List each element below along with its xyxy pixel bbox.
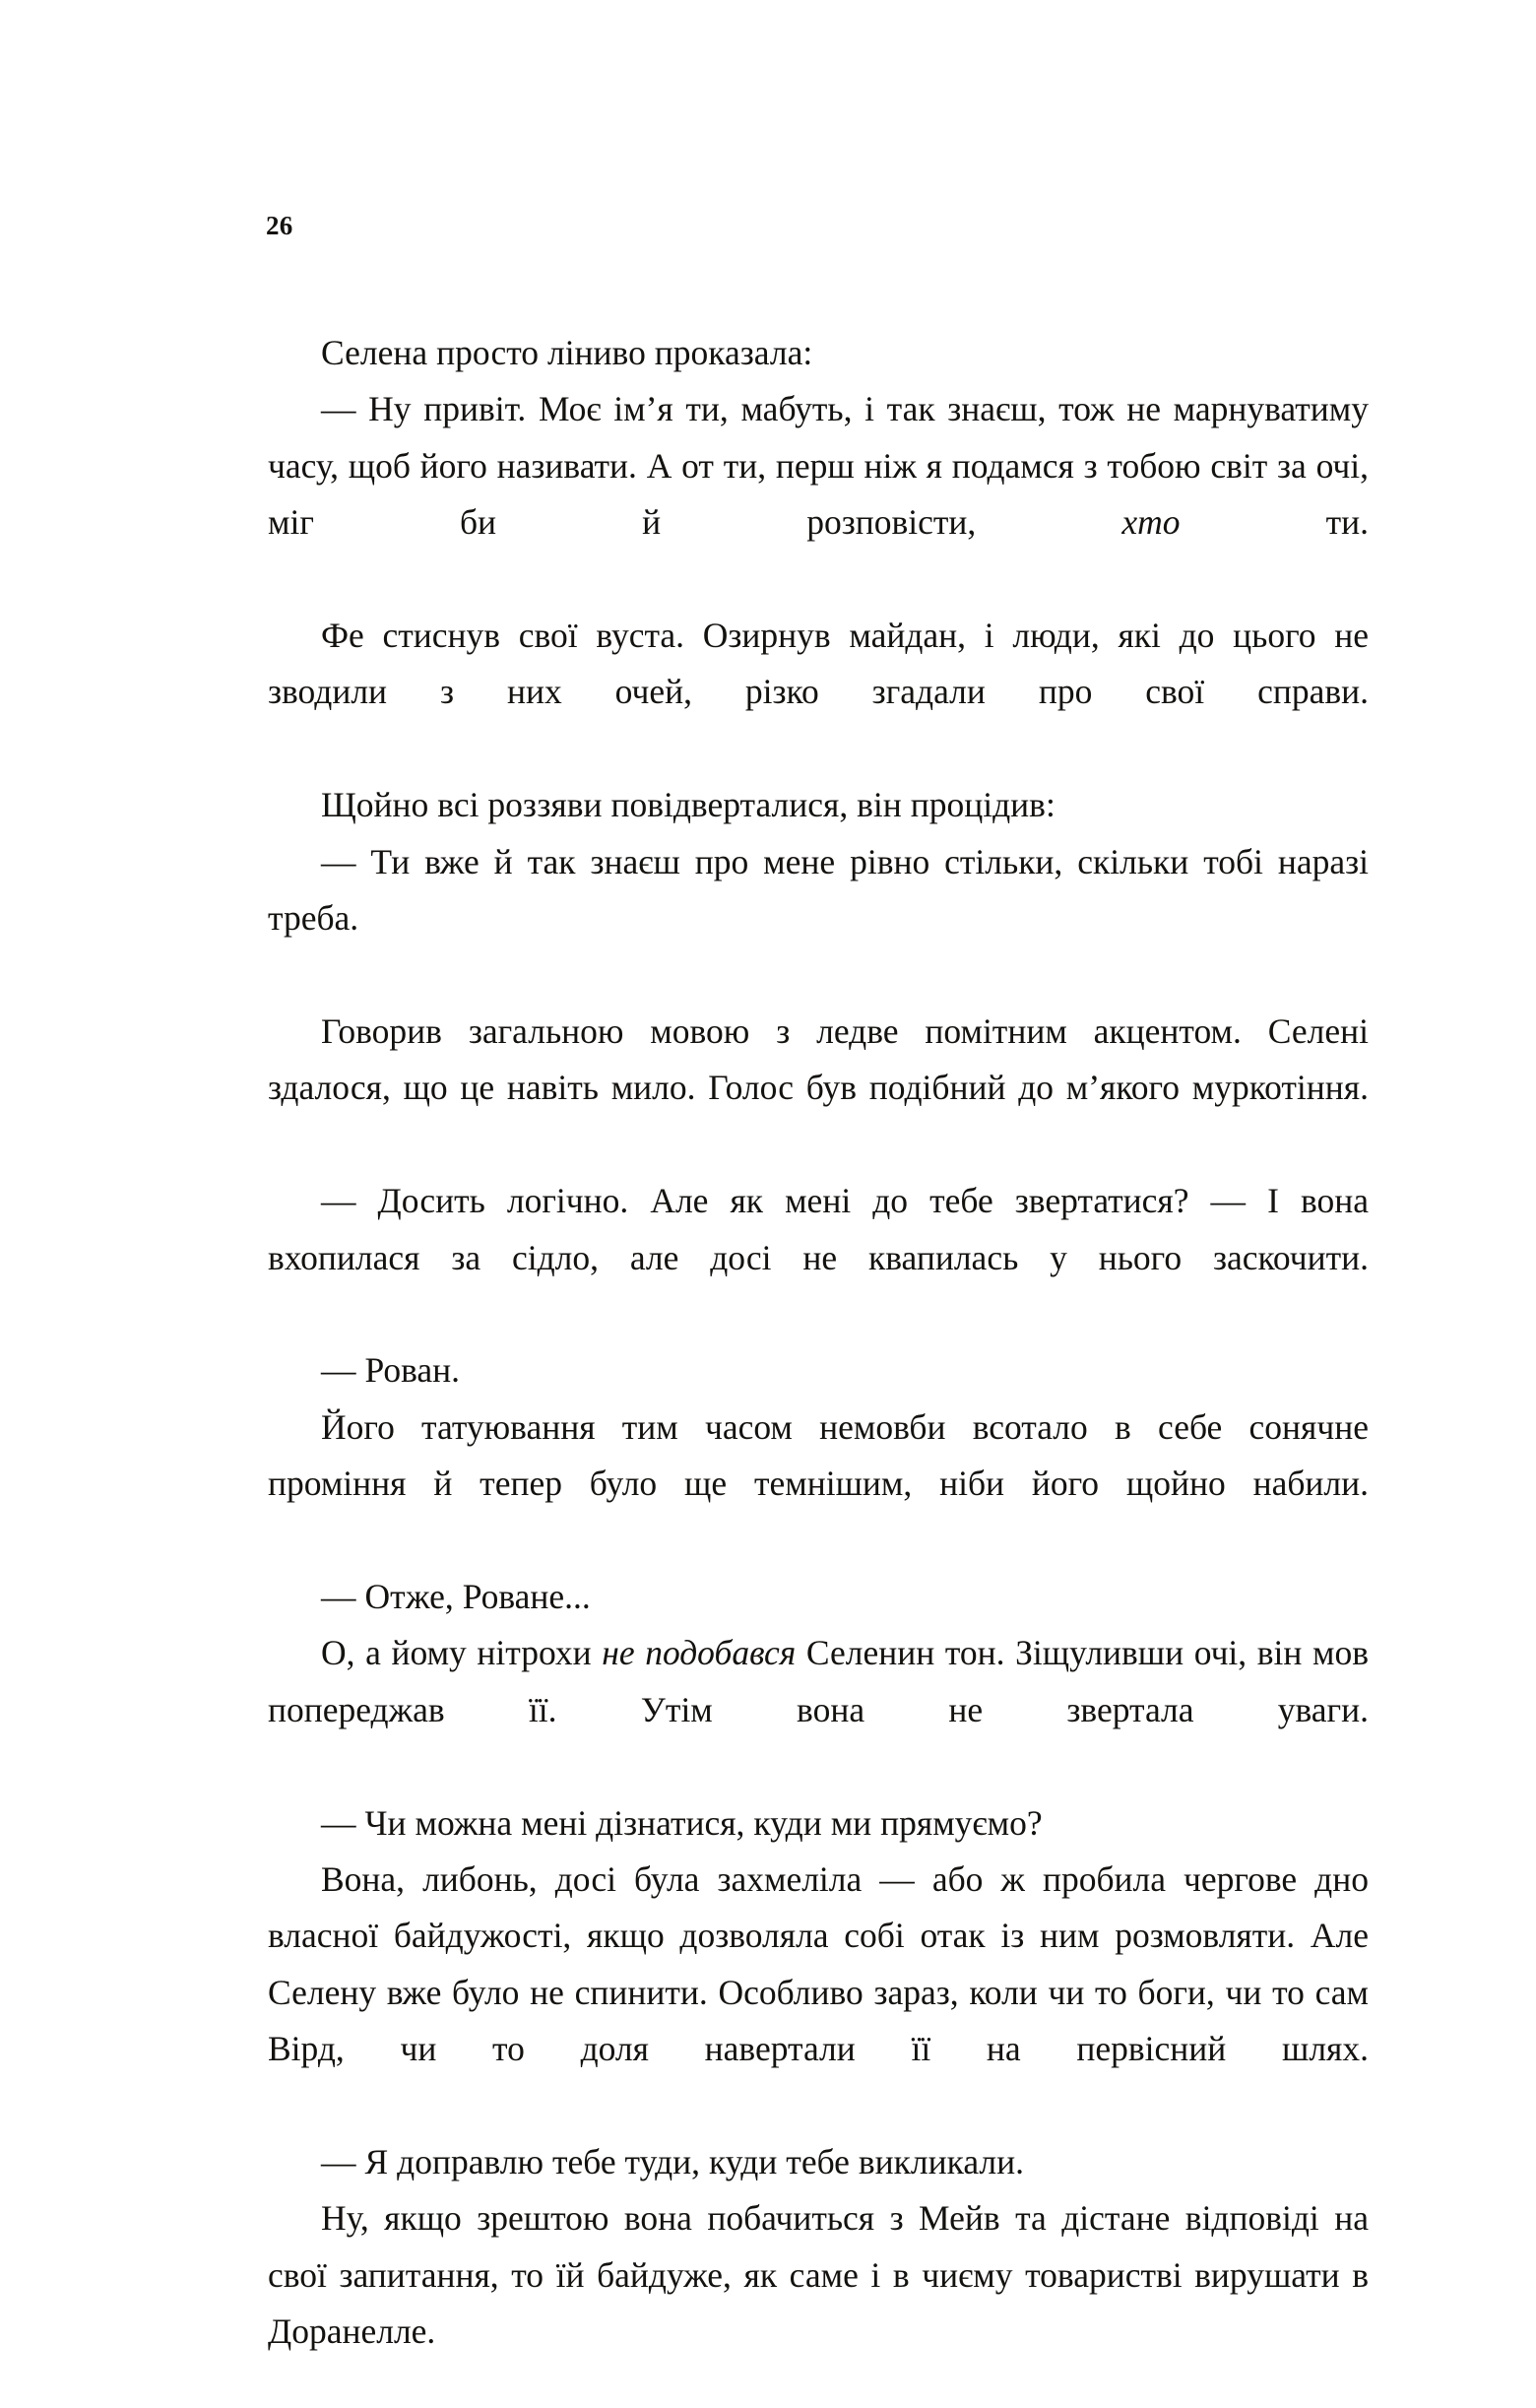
- text-run: Селенин тон. Зіщуливши очі, він мов попереджав її. Утім вона не звертала уваги.: [268, 1633, 1370, 1729]
- text-run: — Ти вже й так знаєш про мене рівно стільки, скільки тобі наразі треба.: [268, 841, 1369, 939]
- paragraph: [268, 2134, 1369, 2190]
- emphasis-text: не подобався: [602, 1633, 797, 1673]
- paragraph: [268, 2190, 1369, 2408]
- text-run: — Чи можна мені дізнатися, куди ми прямуємо?: [321, 1802, 1043, 1843]
- paragraph: [268, 381, 1369, 608]
- text-run: Його татуювання тим часом немовби всотало в себе сонячне проміння й тепер було ще темнішим, ніби його щойно набили.: [268, 1406, 1369, 1504]
- paragraph: [268, 834, 1369, 1004]
- paragraph: [268, 777, 1369, 833]
- paragraph: [268, 1004, 1369, 1173]
- body-text-block: [268, 325, 1369, 2408]
- text-run: — Ну привіт. Моє ім’я ти, мабуть, і так знаєш, тож не марнуватиму часу, щоб його називати. А от ти, перш ніж я подамся з тобою світ за очі, міг би й розповісти,: [268, 389, 1369, 543]
- paragraph: [268, 608, 1369, 777]
- page-number: 26: [266, 211, 293, 240]
- text-run: — Досить логічно. Але як мені до тебе звертатися? — І вона вхопилася за сідло, але досі не квапилась у нього заскочити.: [268, 1181, 1369, 1277]
- emphasis-text: хто: [1121, 502, 1181, 543]
- text-run: Говорив загальною мовою з ледве помітним акцентом. Селені здалося, що це навіть мило. Голос був подібний до м’якого муркотіння.: [268, 1010, 1369, 1108]
- text-run: Вона, либонь, досі була захмеліла — або ж пробила чергове дно власної байдужості, якщо дозволяла собі отак із ним розмовляти. Але Селену вже було не спинити. Особливо зараз, коли чи то боги, чи то сам Вірд, чи то доля навертали її на первісний шлях.: [268, 1858, 1369, 2069]
- text-run: — Рован.: [321, 1350, 461, 1391]
- text-run: Ну, якщо зрештою вона побачиться з Мейв та дістане відповіді на свої запитання, то їй байдуже, як саме і в чиєму товаристві вирушати в Доранелле.: [268, 2198, 1369, 2352]
- paragraph: [268, 325, 1369, 381]
- text-run: ти.: [1180, 502, 1369, 543]
- paragraph: [268, 1852, 1369, 2134]
- text-run: О, а йому нітрохи: [321, 1633, 603, 1673]
- text-run: Фе стиснув свої вуста. Озирнув майдан, і люди, які до цього не зводили з них очей, різко згадали про свої справи.: [268, 616, 1369, 712]
- text-run: — Я доправлю тебе туди, куди тебе викликали.: [321, 2142, 1024, 2181]
- paragraph: [268, 1173, 1369, 1342]
- text-run: Щойно всі роззяви повідверталися, він процідив:: [321, 785, 1056, 825]
- text-run: Селена просто ліниво проказала:: [321, 333, 813, 372]
- text-run: — Отже, Роване...: [321, 1576, 591, 1616]
- paragraph: [268, 1399, 1369, 1569]
- paragraph: [268, 1625, 1369, 1794]
- paragraph: [268, 1795, 1369, 1852]
- paragraph: [268, 1569, 1369, 1625]
- paragraph: [268, 1342, 1369, 1399]
